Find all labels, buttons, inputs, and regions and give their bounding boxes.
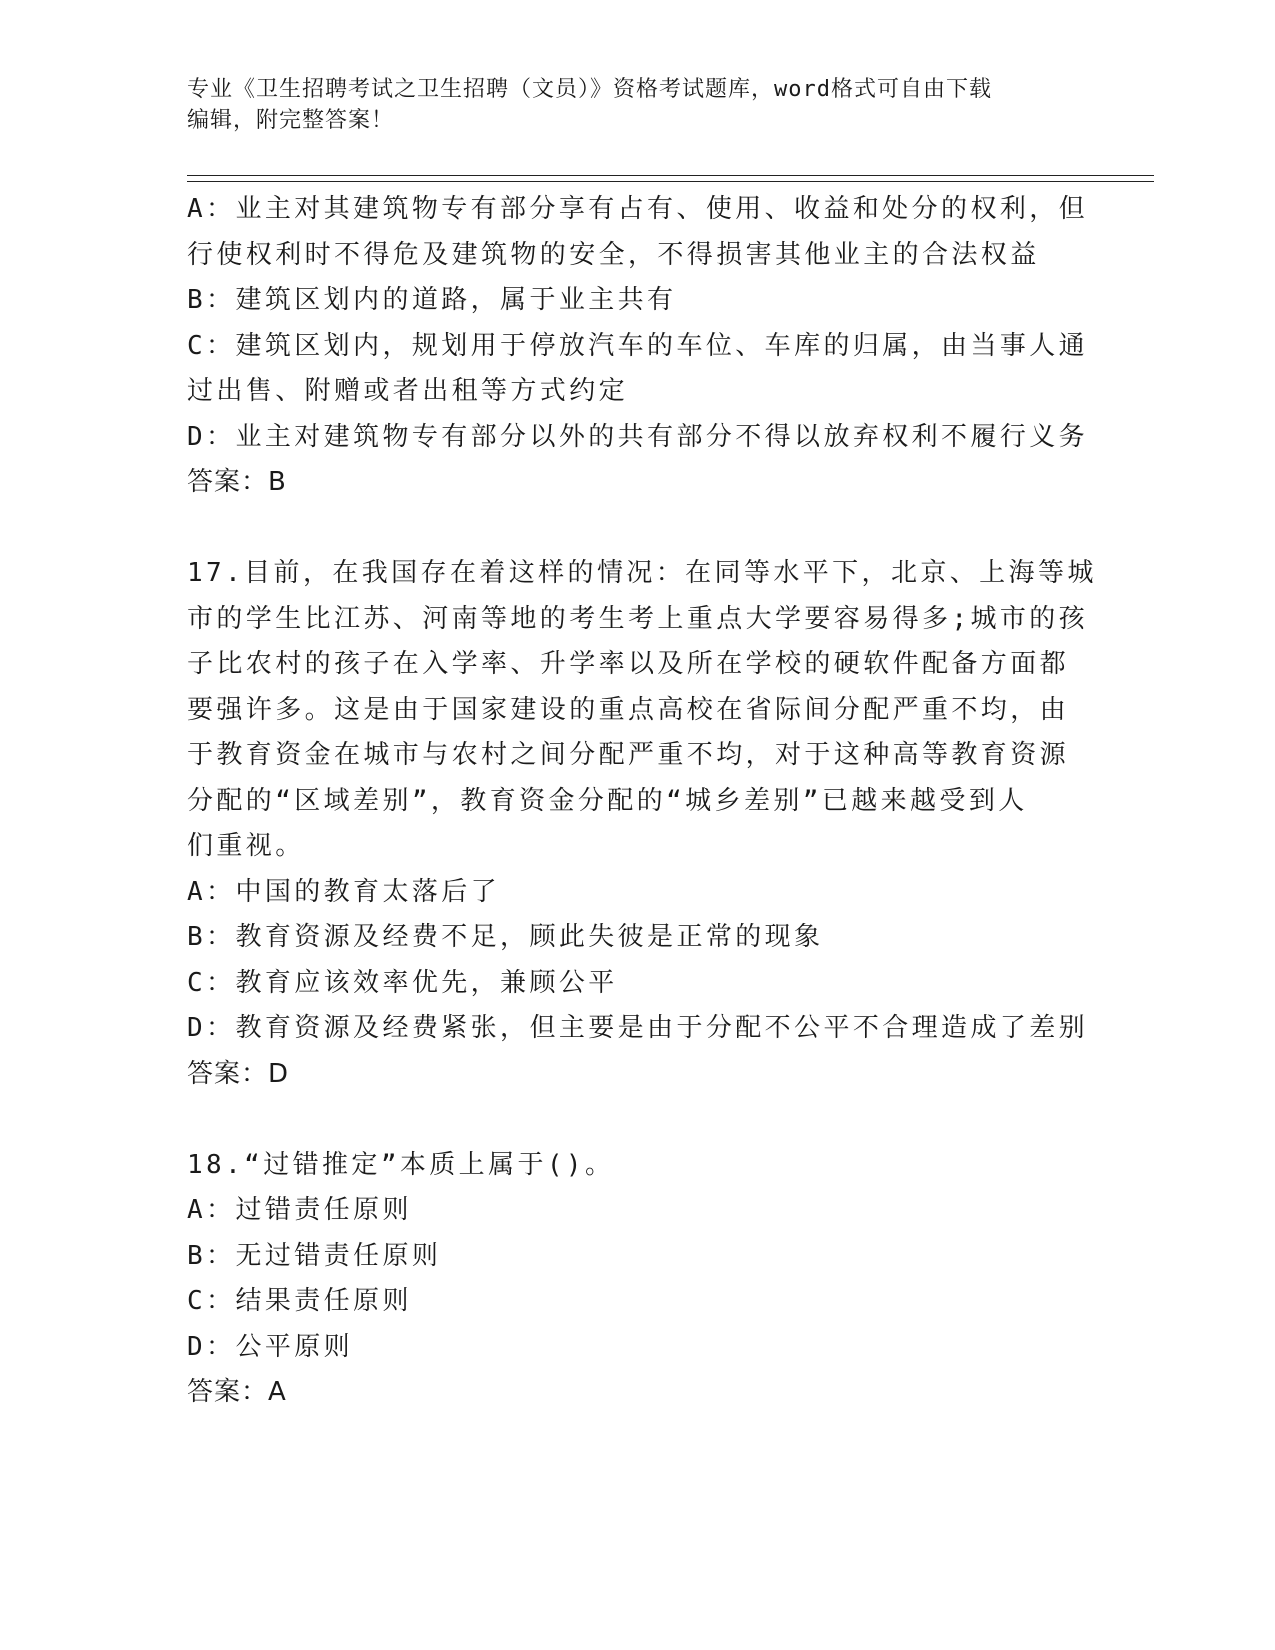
option-b: B：建筑区划内的道路，属于业主共有 [187, 285, 677, 315]
option-b: B：无过错责任原则 [187, 1240, 442, 1271]
question-stem-line: 分配的“区域差别”，教育资金分配的“城乡差别”已越来越受到人 [187, 785, 1028, 816]
header-divider-bottom [187, 181, 1154, 182]
header-divider-top [187, 175, 1154, 176]
header-line-1: 专业《卫生招聘考试之卫生招聘（文员）》资格考试题库，word格式可自由下载 [187, 77, 992, 102]
answer-label: 答案：A [187, 1377, 287, 1407]
question-stem-line: 子比农村的孩子在入学率、升学率以及所在学校的硬软件配备方面都 [187, 649, 1070, 679]
option-c-line-2: 过出售、附赠或者出租等方式约定 [187, 376, 629, 406]
header-line-2: 编辑，附完整答案！ [187, 108, 395, 133]
option-d: D：教育资源及经费紧张，但主要是由于分配不公平不合理造成了差别 [187, 1013, 1089, 1043]
question-content [187, 187, 1097, 1416]
option-a: A：过错责任原则 [187, 1195, 412, 1225]
question-stem-line: 于教育资金在城市与农村之间分配严重不均，对于这种高等教育资源 [187, 740, 1070, 770]
question-stem-line: 要强许多。这是由于国家建设的重点高校在省际间分配严重不均，由 [187, 694, 1070, 725]
question-16 [187, 187, 1087, 506]
option-c: C：结果责任原则 [187, 1286, 412, 1316]
option-a-line-1: A：业主对其建筑物专有部分享有占有、使用、收益和处分的权利，但 [187, 194, 1089, 224]
question-stem-line: 们重视。 [187, 831, 305, 861]
question-18 [187, 1143, 1087, 1416]
answer-label: 答案：B [187, 467, 287, 497]
question-gap [187, 506, 1087, 552]
document-header [187, 74, 1067, 136]
question-stem-line: 17.目前，在我国存在着这样的情况：在同等水平下，北京、上海等城 [187, 558, 1097, 588]
question-stem-line: 市的学生比江苏、河南等地的考生考上重点大学要容易得多;城市的孩 [187, 603, 1089, 634]
question-gap [187, 1097, 1087, 1143]
question-17 [187, 551, 1097, 1097]
option-d: D：业主对建筑物专有部分以外的共有部分不得以放弃权利不履行义务 [187, 421, 1089, 452]
option-a: A：中国的教育太落后了 [187, 876, 501, 907]
question-stem: 18.“过错推定”本质上属于()。 [187, 1149, 615, 1180]
option-a-line-2: 行使权利时不得危及建筑物的安全，不得损害其他业主的合法权益 [187, 239, 1040, 270]
option-c: C：教育应该效率优先，兼顾公平 [187, 967, 618, 998]
option-c-line-1: C：建筑区划内，规划用于停放汽车的车位、车库的归属，由当事人通 [187, 330, 1089, 361]
answer-label: 答案：D [187, 1058, 290, 1089]
option-b: B：教育资源及经费不足，顾此失彼是正常的现象 [187, 922, 824, 952]
option-d: D：公平原则 [187, 1331, 354, 1362]
